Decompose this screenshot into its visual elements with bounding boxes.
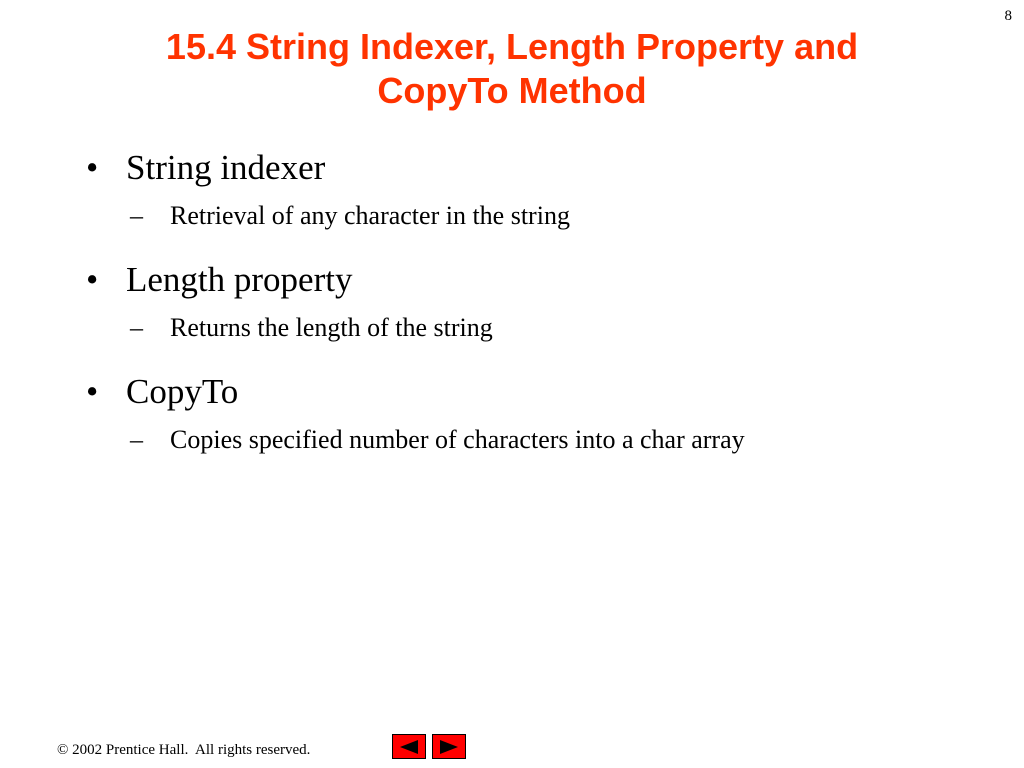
next-slide-button[interactable] xyxy=(432,734,466,759)
bullet-text: Length property xyxy=(126,260,353,299)
bullet-marker: • xyxy=(86,148,99,187)
slide-title-line-2: CopyTo Method xyxy=(377,70,647,111)
page-number: 8 xyxy=(1004,8,1012,24)
slide-navigation xyxy=(392,734,466,759)
slide-title xyxy=(0,25,1024,113)
slide-title-line-1: 15.4 String Indexer, Length Property and xyxy=(165,26,859,67)
triangle-left-icon xyxy=(398,739,420,755)
bullet-text: CopyTo xyxy=(126,372,239,411)
bullet-marker: • xyxy=(86,260,99,299)
copyright-footer: © 2002 Prentice Hall. All rights reserved. xyxy=(57,742,311,758)
bullet-item xyxy=(86,258,986,302)
bullet-text: String indexer xyxy=(126,148,326,187)
sub-bullet-text: Retrieval of any character in the string xyxy=(170,201,570,230)
sub-bullet-marker: – xyxy=(130,313,143,342)
sub-bullet-item xyxy=(86,312,986,344)
previous-slide-button[interactable] xyxy=(392,734,426,759)
bullet-item xyxy=(86,370,986,414)
sub-bullet-text: Returns the length of the string xyxy=(170,313,493,342)
sub-bullet-text: Copies specified number of characters into a char array xyxy=(170,425,745,454)
sub-bullet-item xyxy=(86,200,986,232)
bullet-marker: • xyxy=(86,372,99,411)
sub-bullet-marker: – xyxy=(130,425,143,454)
sub-bullet-item xyxy=(86,424,986,456)
sub-bullet-marker: – xyxy=(130,201,143,230)
bullet-item xyxy=(86,146,986,190)
triangle-right-icon xyxy=(438,739,460,755)
bullet-list xyxy=(86,146,986,482)
